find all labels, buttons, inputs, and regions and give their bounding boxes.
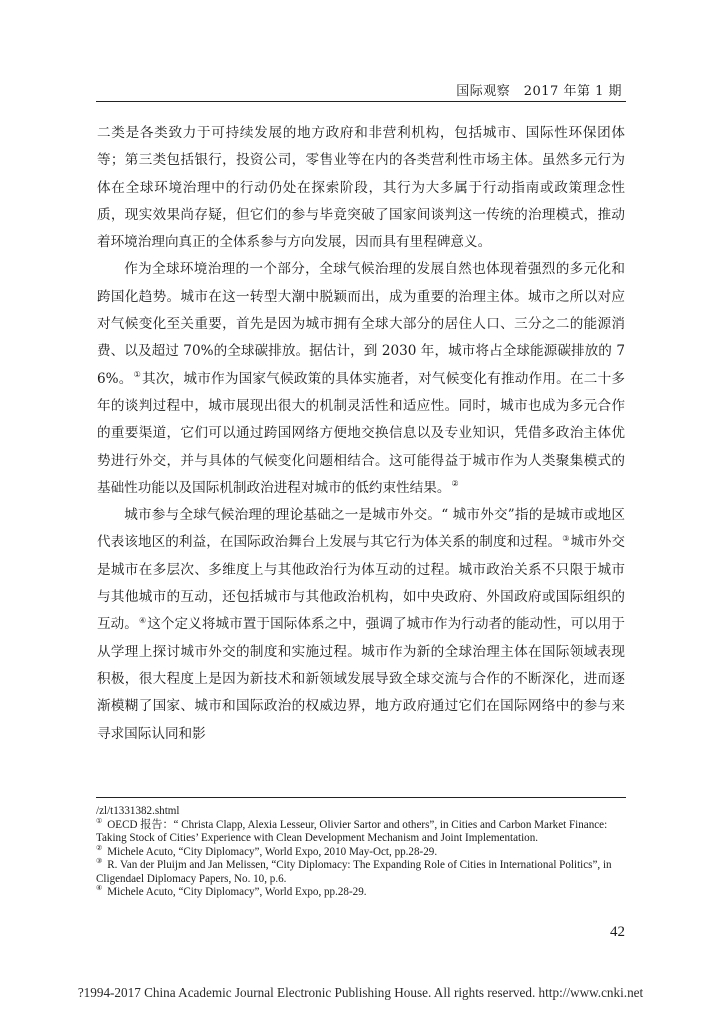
- footnote-continuation: /zl/t1331382.shtml: [96, 805, 180, 817]
- footnote-1: [96, 816, 626, 846]
- journal-issue-label: 国际观察 2017 年第 1 期: [456, 84, 622, 99]
- footnote-ref-2[interactable]: ②: [451, 479, 459, 489]
- footnote-2-mark: ②: [96, 843, 103, 852]
- footnote-2: [96, 843, 626, 860]
- paragraph-1: 二类是各类致力于可持续发展的地方政府和非营利机构，包括城市、国际性环保团体等；第三类包括银行，投资公司，零售业等在内的各类营利性市场主体。虽然多元行为体在全球环境治理中的行动仍处在探索阶段，其行为大多属于行动指南或政策理念性质，现实效果尚存疑，但它们的参与毕竟突破了国家间谈判这一传统的治理模式，推动着环境治理向真正的全体系参与方向发展，因而具有里程碑意义。: [97, 125, 625, 251]
- paragraph-2: [97, 256, 625, 502]
- footnote-3: [96, 859, 626, 886]
- footnote-3-mark: ③: [96, 857, 103, 866]
- paragraph-2-part-b: 其次，城市作为国家气候政策的具体实施者，对气候变化有推动作用。在二十多年的谈判过程中，城市展现出很大的机制灵活性和适应性。同时，城市也成为多元合作的重要渠道，它们可以通过跨国网络方便地交换信息以及专业知识，凭借多政治主体优势进行外交，并与具体的气候变化问题相结合。这可能得益于城市作为人类聚集模式的基础性功能以及国际机制政治进程对城市的低约束性结果。: [97, 370, 625, 496]
- footnote-2-text: Michele Acuto, “City Diplomacy”, World Expo, 2010 May-Oct, pp.28-29.: [107, 845, 438, 858]
- footnote-3-text: R. Van der Pluijm and Jan Melissen, “City Diplomacy: The Expanding Role of Cities in International Politics”, in Cligendael Diplomacy Papers, No. 10, p.6.: [96, 859, 612, 885]
- footnote-ref-3[interactable]: ③: [562, 533, 570, 543]
- paragraph-3-part-c: 这个定义将城市置于国际体系之中，强调了城市作为行动者的能动性，可以用于从学理上探讨城市外交的制度和实施过程。城市作为新的全球治理主体在国际领域表现积极，很大程度上是因为新技术和新领域发展导致全球交流与合作的不断深化，进而逐渐模糊了国家、城市和国际政治的权威边界，地方政府通过它们在国际网络中的参与来寻求国际认同和影: [97, 616, 626, 742]
- footnote-1-mark: ①: [96, 816, 103, 825]
- page-number: 42: [610, 924, 625, 940]
- footnotes: [96, 805, 626, 900]
- footnote-ref-1[interactable]: ①: [133, 370, 141, 380]
- footnote-1-text: OECD 报告：“ Christa Clapp, Alexia Lesseur, Olivier Sartor and others”, in Cities and Carbon Market Finance: Taking Stock of Cities’ Experience with Clean Development Mechanism and Joint Implementation.: [96, 818, 608, 844]
- paragraph-2-part-a: 作为全球环境治理的一个部分，全球气候治理的发展自然也体现着强烈的多元化和跨国化趋势。城市在这一转型大潮中脱颖而出，成为重要的治理主体。城市之所以对应对气候变化至关重要，首先是因为城市拥有全球大部分的居住人口、三分之二的能源消费、以及超过 70%的全球碳排放。据估计，到 2030 年，城市将占全球能源碳排放的 76%。: [97, 261, 625, 387]
- footnote-4: [96, 886, 626, 900]
- running-header: [96, 78, 626, 102]
- copyright-notice: ?1994-2017 China Academic Journal Electronic Publishing House. All rights reserved. http://www.cnki.net: [77, 985, 644, 1000]
- footnote-ref-4[interactable]: ④: [138, 615, 147, 625]
- article-body: [97, 120, 625, 748]
- footnote-rule: [96, 797, 626, 798]
- paragraph-3-part-b: 城市外交是城市在多层次、多维度上与其他政治行为体互动的过程。城市政治关系不只限于城市与其他城市的互动，还包括城市与其他政治机构，如中央政府、外国政府或国际组织的互动。: [97, 534, 626, 633]
- footnote-4-mark: ④: [96, 884, 103, 893]
- header-rule: [96, 101, 626, 102]
- paragraph-3-part-a: 城市参与全球气候治理的理论基础之一是城市外交。“ 城市外交”指的是城市或地区代表该地区的利益，在国际政治舞台上发展与其它行为体关系的制度和过程。: [97, 507, 625, 551]
- footnote-4-text: Michele Acuto, “City Diplomacy”, World Expo, pp.28-29.: [107, 886, 367, 898]
- paragraph-3: [97, 502, 625, 748]
